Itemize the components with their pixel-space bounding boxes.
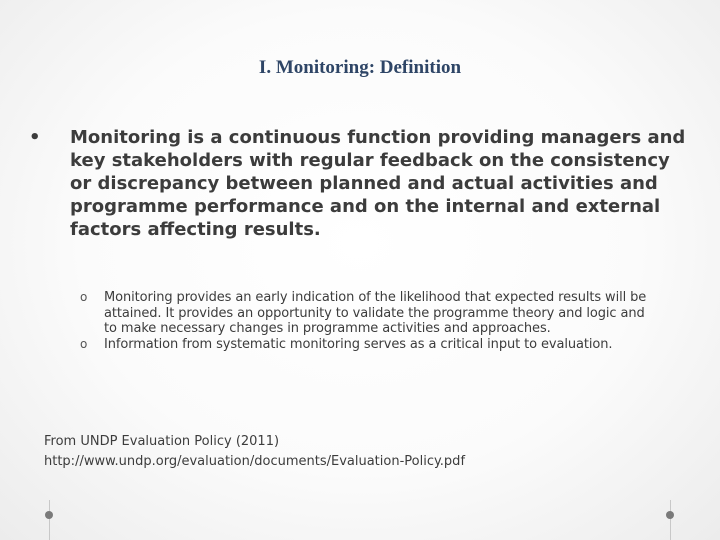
right-decor-line (670, 500, 671, 540)
sub-bullet-item (80, 290, 660, 337)
slide-title: I. Monitoring: Definition (258, 57, 462, 78)
sub-bullet-marker: o (80, 336, 88, 351)
left-decor-dot (45, 511, 53, 519)
source-line: From UNDP Evaluation Policy (2011) (44, 434, 280, 449)
main-bullet (29, 126, 686, 241)
sub-bullet-item (80, 337, 660, 353)
source-citation (44, 432, 684, 472)
sub-bullet-text: Information from systematic monitoring serves as a critical input to evaluation. (104, 336, 613, 352)
source-url-link[interactable]: http://www.undp.org/evaluation/documents/Evaluation-Policy.pdf (44, 454, 466, 469)
sub-bullet-list (80, 290, 660, 352)
right-decor-dot (666, 511, 674, 519)
main-bullet-text: Monitoring is a continuous function providing managers and key stakeholders with regular feedback on the consistency or discrepancy between planned and actual activities and programme performance and on the internal and external factors affecting results. (70, 127, 686, 240)
left-decor-line (49, 500, 50, 540)
sub-bullet-marker: o (80, 290, 88, 304)
sub-bullet-text: Monitoring provides an early indication of the likelihood that expected results will be attained. It provides an opportunity to validate the programme theory and logic and to make necessary changes in programme activities and approaches. (104, 290, 647, 336)
bullet-marker: • (29, 127, 41, 148)
